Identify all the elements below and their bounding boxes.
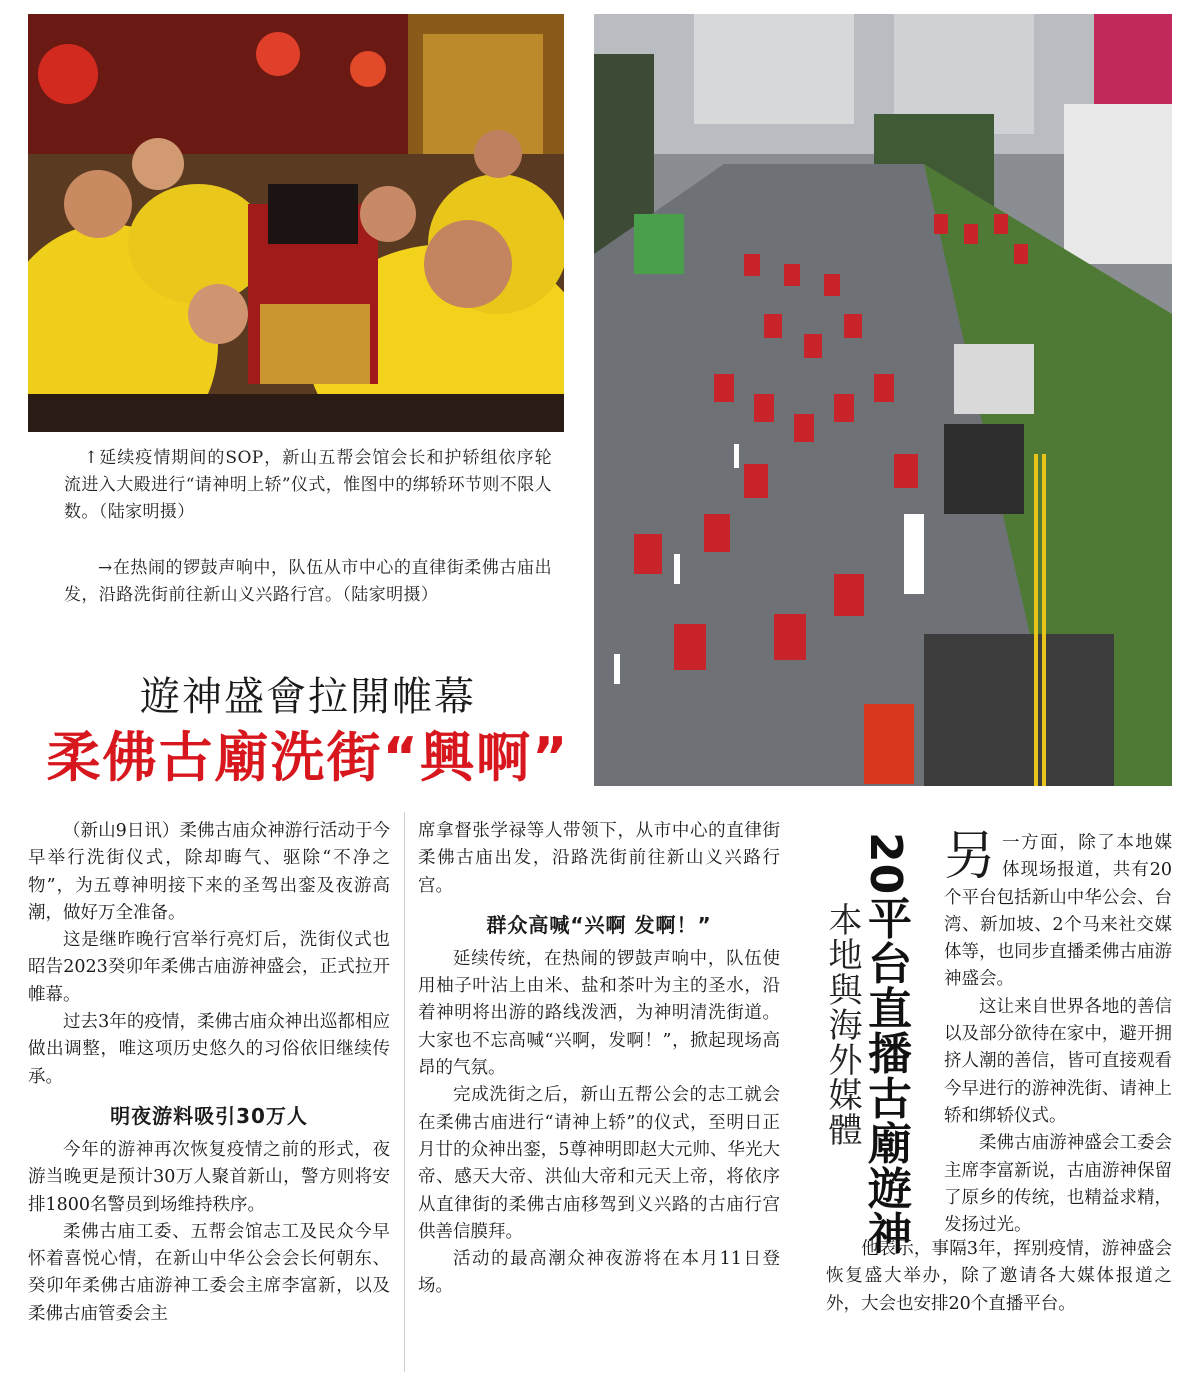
kicker-headline: 遊神盛會拉開帷幕 (140, 674, 476, 720)
article-paragraph: 今年的游神再次恢复疫情之前的形式，夜游当晚更是预计30万人聚首新山，警方则将安排1800名警员到场维持秩序。 (28, 1139, 390, 1215)
article-column-2 (418, 818, 780, 1301)
street-procession-photo (594, 14, 1172, 786)
right-photo-caption: →在热闹的锣鼓声响中，队伍从市中心的直律街柔佛古庙出发，沿路洗街前往新山义兴路行宫。（陆家明摄） (64, 558, 552, 605)
article-paragraph: （新山9日讯）柔佛古庙众神游行活动于今早举行洗街仪式，除却晦气、驱除“不净之物”，为五尊神明接下来的圣驾出銮及夜游高潮，做好万全准备。 (28, 821, 390, 923)
article-column-1 (28, 818, 390, 1328)
sidebar-article-column (944, 827, 1172, 1239)
temple-ceremony-photo (28, 14, 564, 432)
article-paragraph: 另一方面，除了本地媒体现场报道，共有20个平台包括新山中华公会、台湾、新加坡、2个马来社交媒体等，也同步直播柔佛古庙游神盛会。 (944, 827, 1172, 990)
article-paragraph: 柔佛古庙游神盛会工委会主席李富新说，古庙游神保留了原乡的传统，也精益求精，发扬过光。 (944, 1133, 1172, 1236)
article-paragraph: 柔佛古庙工委、五帮会馆志工及民众今早怀着喜悦心情，在新山中华公会会长何朝东、癸卯年柔佛古庙游神工委会主席李富新，以及柔佛古庙管委会主 (28, 1221, 390, 1324)
sidebar-article-bottom (826, 1236, 1172, 1318)
article-paragraph: 席拿督张学禄等人带领下，从市中心的直律街柔佛古庙出发，沿路洗街前往新山义兴路行宫。 (418, 821, 780, 896)
article-subheading: 群众高喊“兴啊 发啊！” (486, 912, 712, 937)
article-paragraph: 完成洗街之后，新山五帮公会的志工就会在柔佛古庙进行“请神上轿”的仪式，至明日正月廿的众神出銮，5尊神明即赵大元帅、华光大帝、感天大帝、洪仙大帝和元天上帝，将依序从直律街的柔佛古庙移驾到义兴路的古庙行宫供善信膜拜。 (418, 1085, 780, 1242)
column-divider (404, 812, 405, 1372)
article-paragraph: 他表示，事隔3年，挥别疫情，游神盛会恢复盛大举办，除了邀请各大媒体报道之外，大会也安排20个直播平台。 (826, 1239, 1172, 1314)
sidebar-headline: 20平台直播古廟遊神 (860, 832, 911, 1256)
article-paragraph: 延续传统，在热闹的锣鼓声响中，队伍使用柚子叶沾上由米、盐和茶叶为主的圣水，沿着神明将出游的路线泼洒，为神明清洗街道。大家也不忘高喊“兴啊，发啊！”，掀起现场高昂的气氛。 (418, 948, 780, 1079)
main-headline: 柔佛古廟洗街“興啊” (46, 726, 570, 789)
article-paragraph: 这让来自世界各地的善信以及部分欲待在家中，避开拥挤人潮的善信，皆可直接观看今早进行的游神洗街、请神上轿和绑轿仪式。 (944, 996, 1172, 1126)
article-paragraph: 活动的最高潮众神夜游将在本月11日登场。 (418, 1249, 780, 1297)
left-photo-caption: ↑延续疫情期间的SOP，新山五帮会馆会长和护轿组依序轮流进入大殿进行“请神明上轿”仪式，惟图中的绑轿环节则不限人数。（陆家明摄） (64, 448, 552, 522)
sidebar-subheadline: 本地與海外媒體 (822, 902, 862, 1147)
article-paragraph: 过去3年的疫情，柔佛古庙众神出巡都相应做出调整，唯这项历史悠久的习俗依旧继续传承。 (28, 1012, 390, 1087)
article-paragraph: 这是继昨晚行宫举行亮灯后，洗街仪式也昭告2023癸卯年柔佛古庙游神盛会，正式拉开帷幕。 (28, 930, 390, 1005)
drop-cap: 另 (944, 827, 997, 887)
article-subheading: 明夜游料吸引30万人 (110, 1103, 308, 1128)
